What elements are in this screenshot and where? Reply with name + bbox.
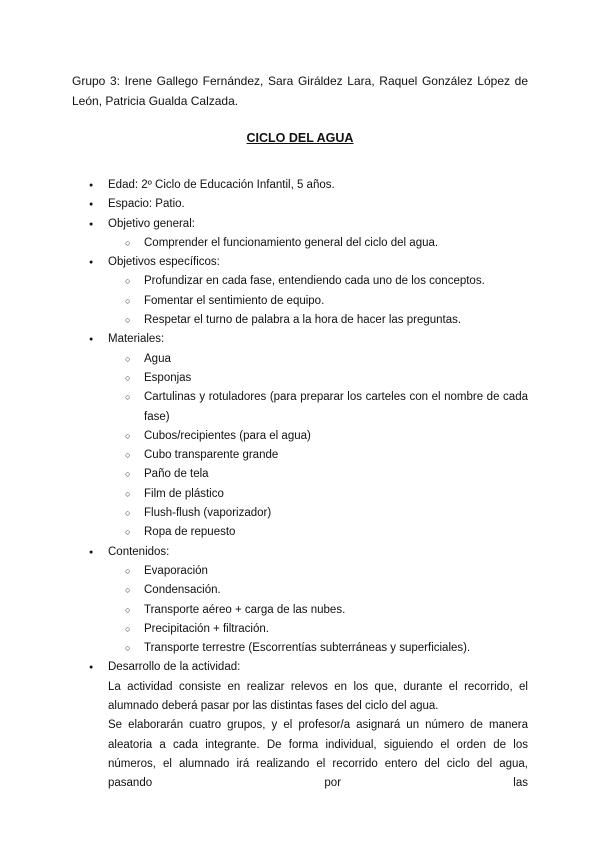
sub-item: ○ Cubo transparente grande [144,446,528,465]
desarrollo-paragraph-2: Se elaborarán cuatro grupos, y el profesor/a asignará un número de manera aleatoria a cada integrante. De forma individual, siguiendo el orden de los números, el alumnado irá realizando el recorrido entero del ciclo del agua, pasando por las [108,719,528,790]
list-item-edad: ● Edad: 2º Ciclo de Educación Infantil, 5 años. [108,176,528,195]
list-item-espacio: ● Espacio: Patio. [108,195,528,214]
sub-item: ○ Profundizar en cada fase, entendiendo cada uno de los conceptos. [144,272,528,291]
sub-item: ○ Fomentar el sentimiento de equipo. [144,292,528,311]
list-item-materiales: ● Materiales: [108,330,528,349]
activity-outline [108,176,528,794]
sub-item: ○ Esponjas [144,369,528,388]
sub-item: ○ Paño de tela [144,465,528,484]
sub-item: ○ Condensación. [144,581,528,600]
document-title: CICLO DEL AGUA [246,131,354,145]
sub-item: ○ Cartulinas y rotuladores (para preparar los carteles con el nombre de cada fase) [144,388,528,427]
sub-item: ○ Transporte terrestre (Escorrentías subterráneas y superficiales). [144,639,528,658]
desarrollo-paragraph-1: La actividad consiste en realizar relevos en los que, durante el recorrido, el alumnado deberá pasar por las distintas fases del ciclo del agua. [108,680,528,713]
sub-item: ○ Evaporación [144,562,528,581]
sub-item: ○ Ropa de repuesto [144,523,528,542]
list-item-desarrollo: ● Desarrollo de la actividad: [108,658,528,677]
sub-item: ○ Film de plástico [144,485,528,504]
sub-item: ○ Flush-flush (vaporizador) [144,504,528,523]
authors-line: Grupo 3: Irene Gallego Fernández, Sara Giráldez Lara, Raquel González López de León, Patricia Gualda Calzada. [72,74,528,108]
list-item-objetivos-especificos: ● Objetivos específicos: [108,253,528,272]
list-item-objetivo-general: ● Objetivo general: [108,215,528,234]
list-item-contenidos: ● Contenidos: [108,543,528,562]
sub-item: ○ Respetar el turno de palabra a la hora de hacer las preguntas. [144,311,528,330]
sub-item: ○ Transporte aéreo + carga de las nubes. [144,601,528,620]
sub-item: ○ Cubos/recipientes (para el agua) [144,427,528,446]
sub-item: ○ Precipitación + filtración. [144,620,528,639]
sub-item: ○ Comprender el funcionamiento general del ciclo del agua. [144,234,528,253]
sub-item: ○ Agua [144,350,528,369]
